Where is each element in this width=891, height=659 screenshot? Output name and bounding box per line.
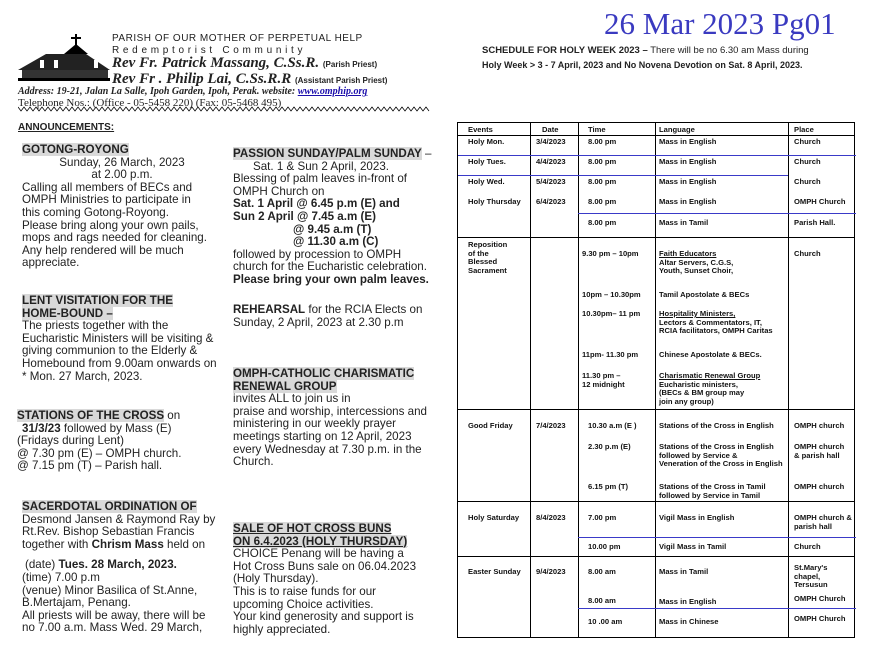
time-cell: 10.30 a.m (E ) [588,421,637,430]
passion-title-tail: – [421,147,432,160]
place-cell: Church [794,177,821,186]
passion-line: Sun 2 April @ 7.45 a.m (E) [233,209,376,223]
lent-line: * Mon. 27 March, 2023. [22,369,143,383]
charismatic-line: every Wednesday at 7.30 p.m. in the [233,442,422,456]
time-cell: 2.30 p.m (E) [588,442,631,451]
row-divider [458,501,854,502]
language-cell: Mass in English [659,137,717,146]
telephone-line: Telephone Nos.: (Office - 05-5458 220) (Fax: 05-5468 495) [18,97,282,109]
language-cell: Mass in English [659,177,717,186]
event-cell: Holy Mon. [468,137,505,146]
buns-title-2: ON 6.4.2023 (HOLY THURSDAY) [233,534,408,548]
charismatic-title: OMPH-CATHOLIC CHARISMATIC [233,367,415,380]
schedule-subheading: Holy Week > 3 - 7 April, 2023 and No Novena Devotion on Sat. 8 April, 2023. [482,60,803,70]
time-line: 11.30 pm – [582,371,621,380]
event-line: Sacrament [468,265,507,275]
time-cell: 7.00 pm [588,513,617,522]
language-cell [659,372,760,406]
event-cell: Good Friday [468,421,513,430]
date-cell: 3/4/2023 [536,137,566,146]
announcements-title: ANNOUNCEMENTS: [18,122,115,133]
language-line: Charismatic Renewal Group [659,371,761,380]
row-divider [458,135,854,136]
parish-name: PARISH OF OUR MOTHER OF PERPETUAL HELP [112,33,363,44]
date-cell: 9/4/2023 [536,567,566,576]
passion-line: Sat. 1 April @ 6.45 p.m (E) and [233,197,400,211]
website-link[interactable]: www.omphip.org [297,86,368,97]
language-cell [659,443,783,469]
gotong-line: this coming Gotong-Royong. [22,205,169,219]
assistant-priest-role: (Assistant Parish Priest) [294,76,388,85]
event-cell: Holy Wed. [468,177,505,186]
parish-priest-role: (Parish Priest) [322,60,378,69]
charismatic-line: praise and worship, intercessions and [233,404,427,418]
row-divider [458,237,854,238]
lent-visitation-block [22,295,227,383]
charismatic-title-2: RENEWAL GROUP [233,379,337,393]
stations-mass: followed by Mass (E) [60,421,172,435]
col-header-date: Date [542,125,559,134]
stations-line: @ 7.30 pm (E) – OMPH church. [17,446,182,460]
lent-line: Homebound from 9.00am onwards on [22,356,217,370]
time-cell: 8.00 pm [588,137,617,146]
passion-line: followed by procession to OMPH [233,247,402,261]
church-logo [16,32,112,84]
place-cell: OMPH Church [794,614,846,623]
language-cell [659,250,733,276]
language-cell: Stations of the Cross in English [659,421,774,430]
lent-title: LENT VISITATION FOR THE [22,294,173,307]
ordination-text: held on [163,537,206,551]
place-cell: Church [794,137,821,146]
place-cell [794,564,854,590]
language-cell: Vigil Mass in English [659,513,735,522]
place-cell: Church [794,157,821,166]
language-line: Stations of the Cross in English [659,442,774,451]
time-cell: 8.00 pm [588,218,617,227]
language-line: followed by Service & [659,450,738,460]
charismatic-line: invites ALL to join us in [233,392,351,406]
place-line: parish hall [794,521,832,531]
charismatic-line: Church. [233,455,274,469]
chrism-mass: Chrism Mass [91,537,164,551]
column-divider [530,123,531,637]
language-cell: Vigil Mass in Tamil [659,542,727,551]
place-cell: OMPH church [794,421,845,430]
language-cell [659,483,766,500]
time-cell: 10.00 pm [588,542,621,551]
ordination-date-label: (date) [25,558,59,572]
assistant-priest-name: Rev Fr . Philip Lai, C.Ss.R.R [112,71,295,87]
gotong-time: at 2.00 p.m. [91,168,153,182]
gotong-line: Any help rendered will be much [22,243,184,257]
rehearsal-word: REHEARSAL [233,303,306,316]
language-line: join any group) [659,396,714,406]
language-cell: Mass in Chinese [659,617,719,626]
place-line: & parish hall [794,450,840,460]
language-cell: Mass in English [659,197,717,206]
column-divider [578,123,579,637]
buns-line: highly appreciated. [233,622,331,636]
rehearsal-text: for the RCIA Elects on [305,303,423,316]
stations-line: (Fridays during Lent) [17,434,124,448]
time-cell: 8.00 pm [588,157,617,166]
schedule-heading-bold: SCHEDULE FOR HOLY WEEK 2023 – [482,45,648,56]
event-line: of the [468,248,489,258]
col-header-events: Events [468,125,493,134]
event-cell: Holy Saturday [468,513,520,522]
place-cell: Church [794,249,821,258]
language-line: RCIA facilitators, OMPH Caritas [659,326,773,336]
place-cell: OMPH Church [794,594,846,603]
lent-line: giving communion to the Elderly & [22,344,198,358]
gotong-line: mops and rags needed for cleaning. [22,231,207,245]
event-cell [468,241,507,275]
language-cell: Tamil Apostolate & BECs [659,290,750,299]
col-header-time: Time [588,125,606,134]
time-cell: 8.00 am [588,596,616,605]
ordination-text: together with [22,537,92,551]
place-line: chapel, Tersusun [794,571,828,590]
language-line: followed by Service in Tamil [659,490,761,500]
holy-week-schedule-table [457,122,855,638]
col-header-place: Place [794,125,814,134]
row-rule [578,537,856,538]
ordination-title: SACERDOTAL ORDINATION OF [22,500,197,513]
gotong-line: OMPH Ministries to participate in [22,193,191,207]
passion-line: OMPH Church on [233,184,325,198]
ordination-block [22,501,227,635]
language-cell [659,310,773,336]
language-line: Veneration of the Cross in English [659,459,783,469]
rehearsal-block [233,304,443,329]
date-cell: 4/4/2023 [536,157,566,166]
buns-title: SALE OF HOT CROSS BUNS [233,522,392,535]
language-line: Altar Servers, C.G.S, [659,257,734,267]
ordination-line: All priests will be away, there will be [22,608,206,622]
language-line: Eucharistic ministers, [659,379,738,389]
buns-line: This is to raise funds for our [233,584,377,598]
ordination-line: no 7.00 a.m. Mass Wed. 29 March, [22,621,203,635]
passion-line: @ 9.45 a.m (T) [293,222,372,236]
parish-priest-name: Rev Fr. Patrick Massang, C.Ss.R. [112,55,323,71]
language-line: Stations of the Cross in Tamil [659,482,766,491]
lent-line: The priests together with the [22,319,169,333]
time-cell: 10pm – 10.30pm [582,290,641,299]
buns-line: (Holy Thursday). [233,572,319,586]
parish-priest [112,55,377,72]
ordination-line: B.Mertajam, Penang. [22,596,131,610]
row-rule [578,608,856,609]
language-cell: Mass in English [659,597,717,606]
row-rule [578,213,856,214]
event-cell: Holy Thursday [468,197,521,206]
time-cell: 11pm- 11.30 pm [582,350,639,359]
time-line: 12 midnight [582,379,625,389]
column-divider [655,123,656,637]
rehearsal-line: Sunday, 2 April, 2023 at 2.30 p.m [233,315,404,329]
place-cell [794,443,844,460]
lent-line: Eucharistic Ministers will be visiting & [22,331,214,345]
charismatic-line: ministering in our weekly prayer [233,417,397,431]
gotong-royong-block [22,144,222,270]
event-cell: Easter Sunday [468,567,521,576]
place-line: OMPH church [794,442,845,451]
time-cell [582,372,625,389]
gotong-line: Calling all members of BECs and [22,180,193,194]
language-line: Faith Educators [659,249,717,258]
buns-line: Hot Cross Buns sale on 06.04.2023 [233,559,417,573]
stations-title-tail: on [164,409,181,422]
page-stamp: 26 Mar 2023 Pg01 [604,6,836,41]
time-cell: 10.30pm– 11 pm [582,309,641,318]
gotong-line: appreciate. [22,256,80,270]
place-cell [794,514,852,531]
row-rule [458,155,856,156]
stations-line: @ 7.15 pm (T) – Parish hall. [17,459,163,473]
buns-line: CHOICE Penang will be having a [233,547,404,561]
time-cell: 10 .00 am [588,617,623,626]
language-line: Hospitality Ministers, [659,309,736,318]
language-cell: Mass in Tamil [659,567,709,576]
stations-title: STATIONS OF THE CROSS [17,409,165,422]
schedule-heading [482,45,809,56]
gotong-title: GOTONG-ROYONG [22,143,129,156]
event-line: Blessed [468,257,498,267]
language-cell: Mass in English [659,157,717,166]
language-cell: Mass in Tamil [659,218,709,227]
place-line: St.Mary's [794,563,828,572]
buns-line: upcoming Choice activities. [233,597,374,611]
place-cell: OMPH church [794,482,845,491]
passion-line: Please bring your own palm leaves. [233,272,429,286]
time-cell: 8.00 pm [588,177,617,186]
language-line: Lectors & Commentators, IT, [659,317,762,327]
lent-title-2: HOME-BOUND – [22,306,113,320]
passion-line: Sat. 1 & Sun 2 April, 2023. [253,159,389,173]
ordination-line: (time) 7.00 p.m [22,570,100,584]
date-cell: 7/4/2023 [536,421,566,430]
passion-line: Blessing of palm leaves in-front of [233,172,407,186]
passion-sunday-block [233,148,438,287]
stations-date: 31/3/23 [22,421,61,435]
place-cell: OMPH Church [794,197,846,206]
time-cell: 8.00 pm [588,197,617,206]
row-divider [458,556,854,557]
ordination-line: Desmond Jansen & Raymond Ray by [22,512,216,526]
ordination-line: Rt.Rev. Bishop Sebastian Francis [22,525,195,539]
place-line: OMPH church & [794,513,852,522]
passion-line: @ 11.30 a.m (C) [293,235,379,249]
place-cell: Parish Hall. [794,218,836,227]
time-cell: 9.30 pm – 10pm [582,249,639,258]
event-cell: Holy Tues. [468,157,506,166]
language-cell: Chinese Apostolate & BECs. [659,350,762,359]
date-cell: 8/4/2023 [536,513,566,522]
charismatic-block [233,368,443,469]
row-rule [458,175,788,176]
time-cell: 6.15 pm (T) [588,482,629,491]
passion-line: church for the Eucharistic celebration. [233,260,427,274]
language-line: (BECs & BM group may [659,388,745,398]
buns-line: Your kind generosity and support is [233,610,414,624]
hot-cross-buns-block [233,523,438,636]
ordination-date: Tues. 28 March, 2023. [58,558,177,572]
address-text: Address: 19-21, Jalan La Salle, Ipoh Garden, Ipoh, Perak. website: [18,86,298,97]
stations-block [17,410,222,473]
event-line: Reposition [468,240,508,249]
passion-title: PASSION SUNDAY/PALM SUNDAY [233,147,422,160]
time-cell: 8.00 am [588,567,616,576]
date-cell: 5/4/2023 [536,177,566,186]
header-divider [18,106,430,112]
schedule-heading-rest: There will be no 6.30 am Mass during [647,45,809,56]
place-cell: Church [794,542,821,551]
ordination-line: (venue) Minor Basilica of St.Anne, [22,583,198,597]
gotong-date: Sunday, 26 March, 2023 [59,155,185,169]
gotong-line: Please bring along your own pails, [22,218,199,232]
row-divider [458,409,854,410]
col-header-language: Language [659,125,695,134]
community-name: Redemptorist Community [112,45,307,56]
language-line: Youth, Sunset Choir, [659,266,734,276]
address-line [18,86,367,97]
charismatic-line: meetings starting on 12 April, 2023 [233,429,412,443]
date-cell: 6/4/2023 [536,197,566,206]
column-divider [788,123,789,637]
